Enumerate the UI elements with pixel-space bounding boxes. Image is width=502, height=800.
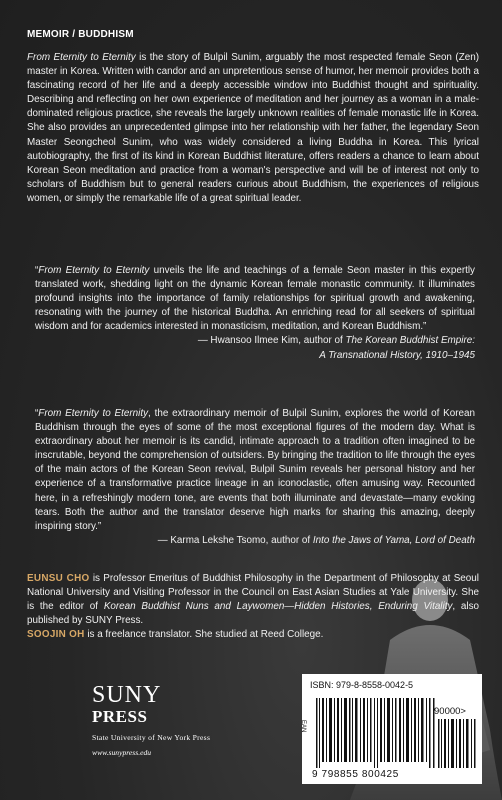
quote1-attribution-author: — Hwansoo Ilmee Kim, author of bbox=[197, 335, 346, 347]
publisher-logo-suny: SUNY bbox=[92, 682, 162, 708]
contributor-bios bbox=[27, 572, 479, 642]
author-edited-book: Korean Buddhist Nuns and Laywomen—Hidden Histories, Enduring Vitality bbox=[103, 601, 453, 613]
quote2-text: , the extraordinary memoir of Bulpil Sunim, explores the world of Korean Buddhism through the eyes of some of the most exceptional figures of the modern day. What is extraordinary about her memoir is its candid, intimate approach to a tradition often imagined to be inscrutable, beyond the comprehension of outsiders. By bringing the tradition to life through the eyes of the main actors of the Korean Seon revival, Bulpil Sunim reveals her personal history and her experience of a transformative practice lineage in an iconoclastic, often amusing way. Recounted here, in a refreshingly modern tone, are events that both illuminate and devastate—many evoking tears. Both the author and the translator deserve high marks for sharing this amazing, deeply inspiring story.” bbox=[35, 408, 475, 532]
isbn-barcode-icon bbox=[316, 698, 436, 768]
quote1-attribution-book-line1: The Korean Buddhist Empire: bbox=[345, 335, 475, 347]
endorsement-quote-2 bbox=[35, 407, 475, 548]
barcode-digits: 9 798855 800425 bbox=[312, 769, 399, 780]
book-description bbox=[27, 51, 479, 206]
quote1-book-title: From Eternity to Eternity bbox=[38, 265, 150, 276]
quote2-attribution-author: — Karma Lekshe Tsomo, author of bbox=[157, 534, 313, 546]
translator-bio-text: is a freelance translator. She studied at Reed College. bbox=[84, 629, 324, 641]
endorsement-quote-1 bbox=[35, 264, 475, 363]
publisher-logo-press: PRESS bbox=[92, 707, 148, 726]
author-bio-text2: , also published by SUNY Press. bbox=[27, 601, 479, 627]
description-text: is the story of Bulpil Sunim, arguably the most respected female Seon (Zen) master in Korea. Written with candor and an unpretentious sense of humor, her memoir provides both a fascinating record of her life and a deeply accessible window into Buddhist thought and spirituality. Describing and reflecting on her own experience of meditation and her journey as a woman in a male-dominated religious practice, she reveals the largely unknown realities of female monastic life in Korea. She also provides an unprecedented glimpse into her relationship with her father, the legendary Seon Master Seongcheol Sunim, who was widely considered a living Buddha in Korea. This lyrical autobiography, the first of its kind in Korean Buddhist literature, offers readers a chance to learn about Korean Seon meditation and practice from a woman's perspective and will be of interest not only to scholars of Buddhism but to general readers curious about Buddhism, the experiences of religious women, or simply the remarkable life of a great spiritual leader. bbox=[27, 52, 480, 204]
quote1-open-mark: “ bbox=[35, 265, 39, 276]
quote2-book-title: From Eternity to Eternity bbox=[38, 408, 149, 419]
ean-label: EAN bbox=[300, 720, 306, 733]
quote1-attribution-book-line2: A Transnational History, 1910–1945 bbox=[319, 349, 475, 361]
price-code: 90000> bbox=[434, 706, 466, 717]
price-barcode-icon bbox=[438, 719, 476, 768]
translator-name: SOOJIN OH bbox=[27, 629, 85, 641]
author-name: EUNSU CHO bbox=[27, 573, 90, 584]
quote2-open-mark: “ bbox=[35, 408, 39, 419]
author-bio-text1: is Professor Emeritus of Buddhist Philosophy in the Department of Philosophy at Seoul National University and Visiting Professor in the Council on East Asian Studies at Yale University. She is the editor of bbox=[27, 573, 479, 613]
category-label: MEMOIR / BUDDHISM bbox=[27, 29, 134, 40]
isbn-label: ISBN: 979-8-8558-0042-5 bbox=[310, 680, 414, 690]
quote2-attribution-book: Into the Jaws of Yama, Lord of Death bbox=[312, 534, 475, 546]
description-book-title: From Eternity to Eternity bbox=[27, 52, 136, 63]
publisher-full-name: State University of New York Press bbox=[92, 733, 211, 742]
barcode-panel bbox=[302, 674, 482, 784]
quote1-text: unveils the life and teachings of a female Seon master in this expertly translated work, shedding light on the dynamic Korean female monastic community. It illuminates profound insights into the importance of family relationships for spiritual growth and awakening, resonating with the journey of the historical Buddha. An enriching read for all seekers of spiritual wisdom and for academics interested in monasticism, meditation, and Korean Buddhism.” bbox=[35, 265, 475, 333]
quote2-attribution bbox=[35, 534, 475, 548]
publisher-url: www.sunypress.edu bbox=[92, 748, 152, 757]
quote1-attribution bbox=[35, 334, 475, 362]
